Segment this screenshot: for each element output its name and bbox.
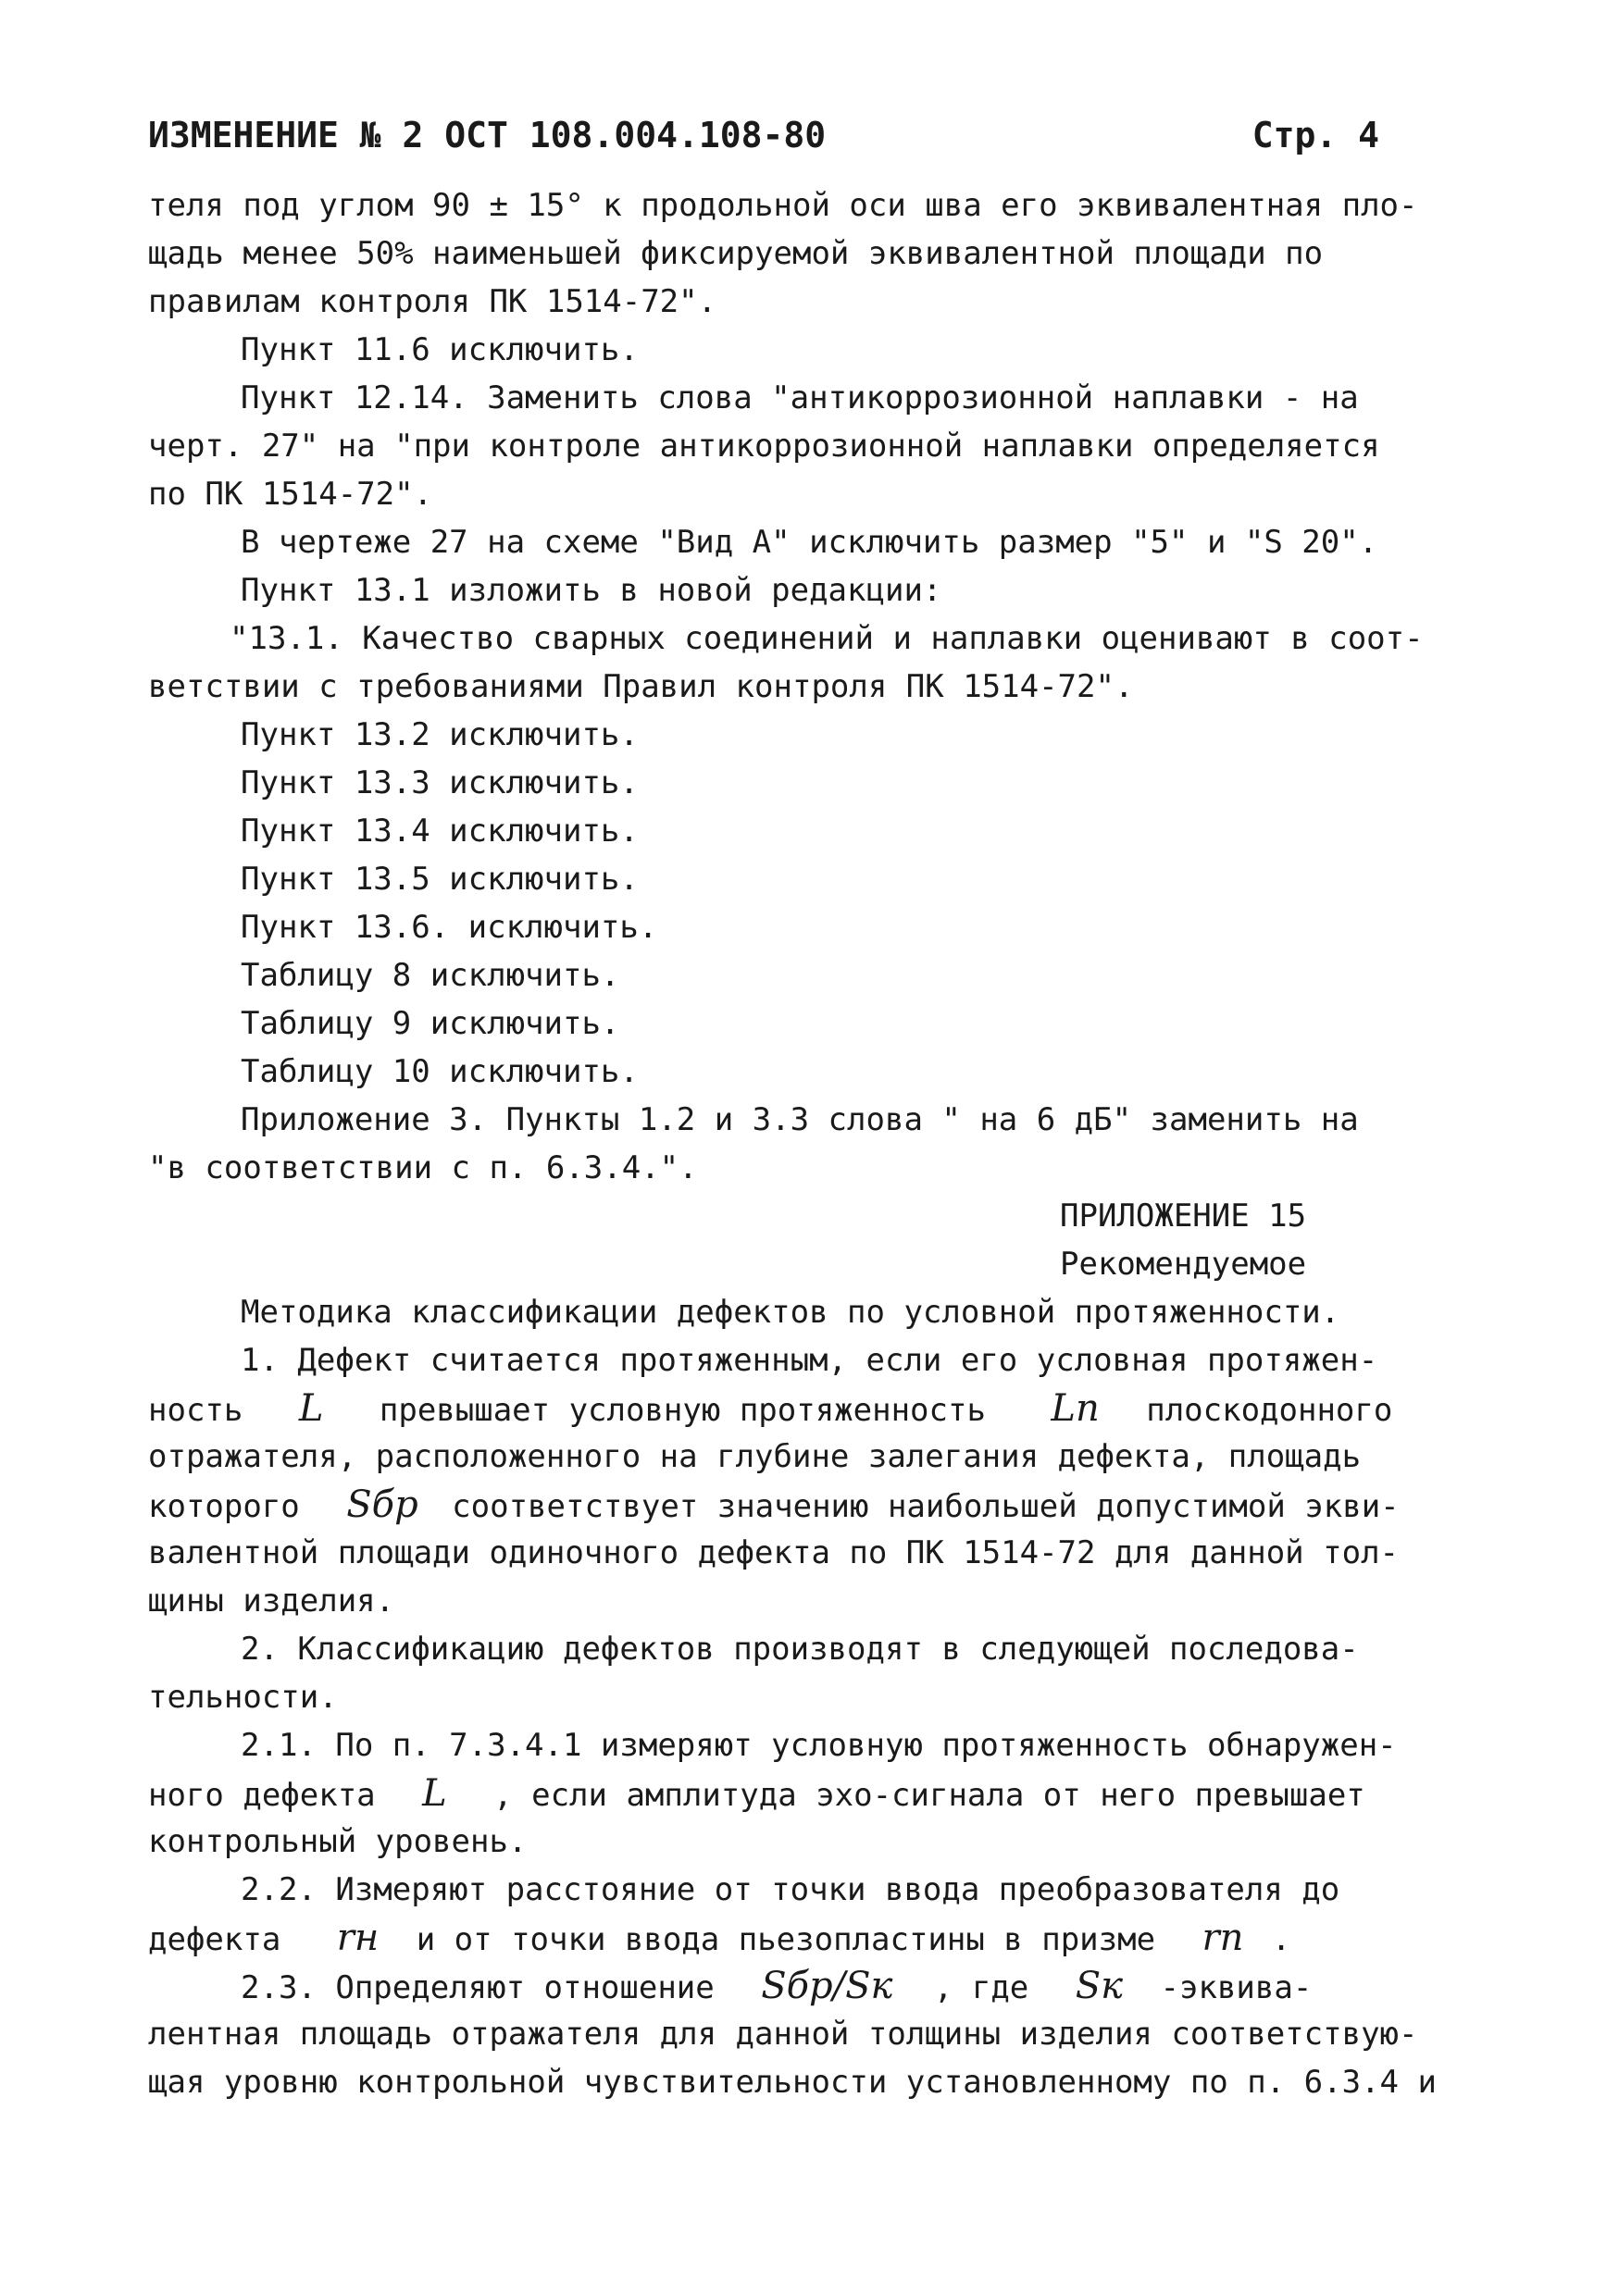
amendment-title: ИЗМЕНЕНИЕ № 2 ОСТ 108.004.108-80 (148, 115, 827, 155)
text-line: щая уровню контрольной чувствительности установленному по п. 6.3.4 и (148, 2064, 1437, 2101)
text-line: Пункт 13.5 исключить. (241, 861, 639, 898)
text-line: 2.3. Определяют отношение Sбр/Sк , где Sк -эквива- (241, 1965, 1313, 2007)
text-line: Пункт 12.14. Заменить слова "антикоррозионной наплавки - на (241, 379, 1359, 416)
text-line: Приложение 3. Пункты 1.2 и 3.3 слова " на 6 дБ" заменить на (241, 1101, 1359, 1138)
text-line: 1. Дефект считается протяженным, если его условная протяжен- (241, 1342, 1378, 1379)
text-line: Таблицу 8 исключить. (241, 957, 620, 994)
symbol-rp: rп (1202, 1917, 1244, 1959)
text-line: черт. 27" на "при контроле антикоррозионной наплавки определяется (148, 428, 1380, 465)
text-line: по ПК 1514-72". (148, 476, 433, 513)
text-line: контрольный уровень. (148, 1823, 528, 1860)
symbol-L: L (298, 1387, 324, 1430)
text-line: В чертеже 27 на схеме "Вид А" исключить размер "5" и "S 20". (241, 524, 1378, 561)
text-line: щадь менее 50% наименьшей фиксируемой эквивалентной площади по (148, 235, 1324, 272)
text-line: ветствии с требованиями Правил контроля ПК 1514-72". (148, 668, 1134, 705)
text-line: правилам контроля ПК 1514-72". (148, 283, 717, 320)
text-line: которого Sбр соответствует значению наибольшей допустимой экви- (148, 1483, 1400, 1526)
symbol-ratio: Sбр/Sк (761, 1965, 893, 2007)
text-line: "в соответствии с п. 6.3.4.". (148, 1149, 698, 1186)
text-line: Пункт 13.4 исключить. (241, 813, 639, 850)
method-title: Методика классификации дефектов по условной протяженности. (241, 1294, 1340, 1331)
symbol-Sbp: Sбр (346, 1483, 418, 1526)
symbol-rn: rн (336, 1917, 380, 1959)
page-number: Стр. 4 (1252, 115, 1379, 155)
appendix-status: Рекомендуемое (1060, 1246, 1307, 1283)
text-line: лентная площадь отражателя для данной толщины изделия соответствую- (148, 2016, 1418, 2053)
text-line: Пункт 13.1 изложить в новой редакции: (241, 572, 942, 609)
text-line: Пункт 11.6 исключить. (241, 331, 639, 368)
text-line: ность L превышает условную протяженность Ln плоскодонного (148, 1387, 1393, 1430)
symbol-Sk: Sк (1075, 1965, 1124, 2007)
text-line: Пункт 13.6. исключить. (241, 909, 658, 946)
text-line: щины изделия. (148, 1582, 395, 1620)
text-line: теля под углом 90 ± 15° к продольной оси шва его эквивалентная пло- (148, 187, 1418, 224)
page-header (148, 115, 1379, 170)
text-line: Пункт 13.2 исключить. (241, 716, 639, 753)
text-line: ного дефекта L , если амплитуда эхо-сигнала от него превышает (148, 1772, 1365, 1815)
document-body (148, 181, 1490, 2106)
text-line: отражателя, расположенного на глубине залегания дефекта, площадь (148, 1438, 1362, 1475)
text-line: Таблицу 9 исключить. (241, 1005, 620, 1042)
text-line: "13.1. Качество сварных соединений и наплавки оценивают в соот- (230, 620, 1424, 657)
symbol-L: L (422, 1772, 447, 1815)
appendix-heading: ПРИЛОЖЕНИЕ 15 (1060, 1198, 1307, 1235)
text-line: 2.2. Измеряют расстояние от точки ввода преобразователя до (241, 1871, 1340, 1908)
text-line: 2. Классификацию дефектов производят в следующей последова- (241, 1631, 1359, 1668)
text-line: валентной площади одиночного дефекта по ПК 1514-72 для данной тол- (148, 1534, 1400, 1571)
text-line: Таблицу 10 исключить. (241, 1053, 639, 1090)
text-line: 2.1. По п. 7.3.4.1 измеряют условную протяженность обнаружен- (241, 1727, 1397, 1764)
text-line: Пункт 13.3 исключить. (241, 764, 639, 801)
text-line: дефекта rн и от точки ввода пьезопластины в призме rп . (148, 1917, 1291, 1959)
text-line: тельности. (148, 1679, 338, 1716)
symbol-Ln: Ln (1051, 1387, 1100, 1430)
